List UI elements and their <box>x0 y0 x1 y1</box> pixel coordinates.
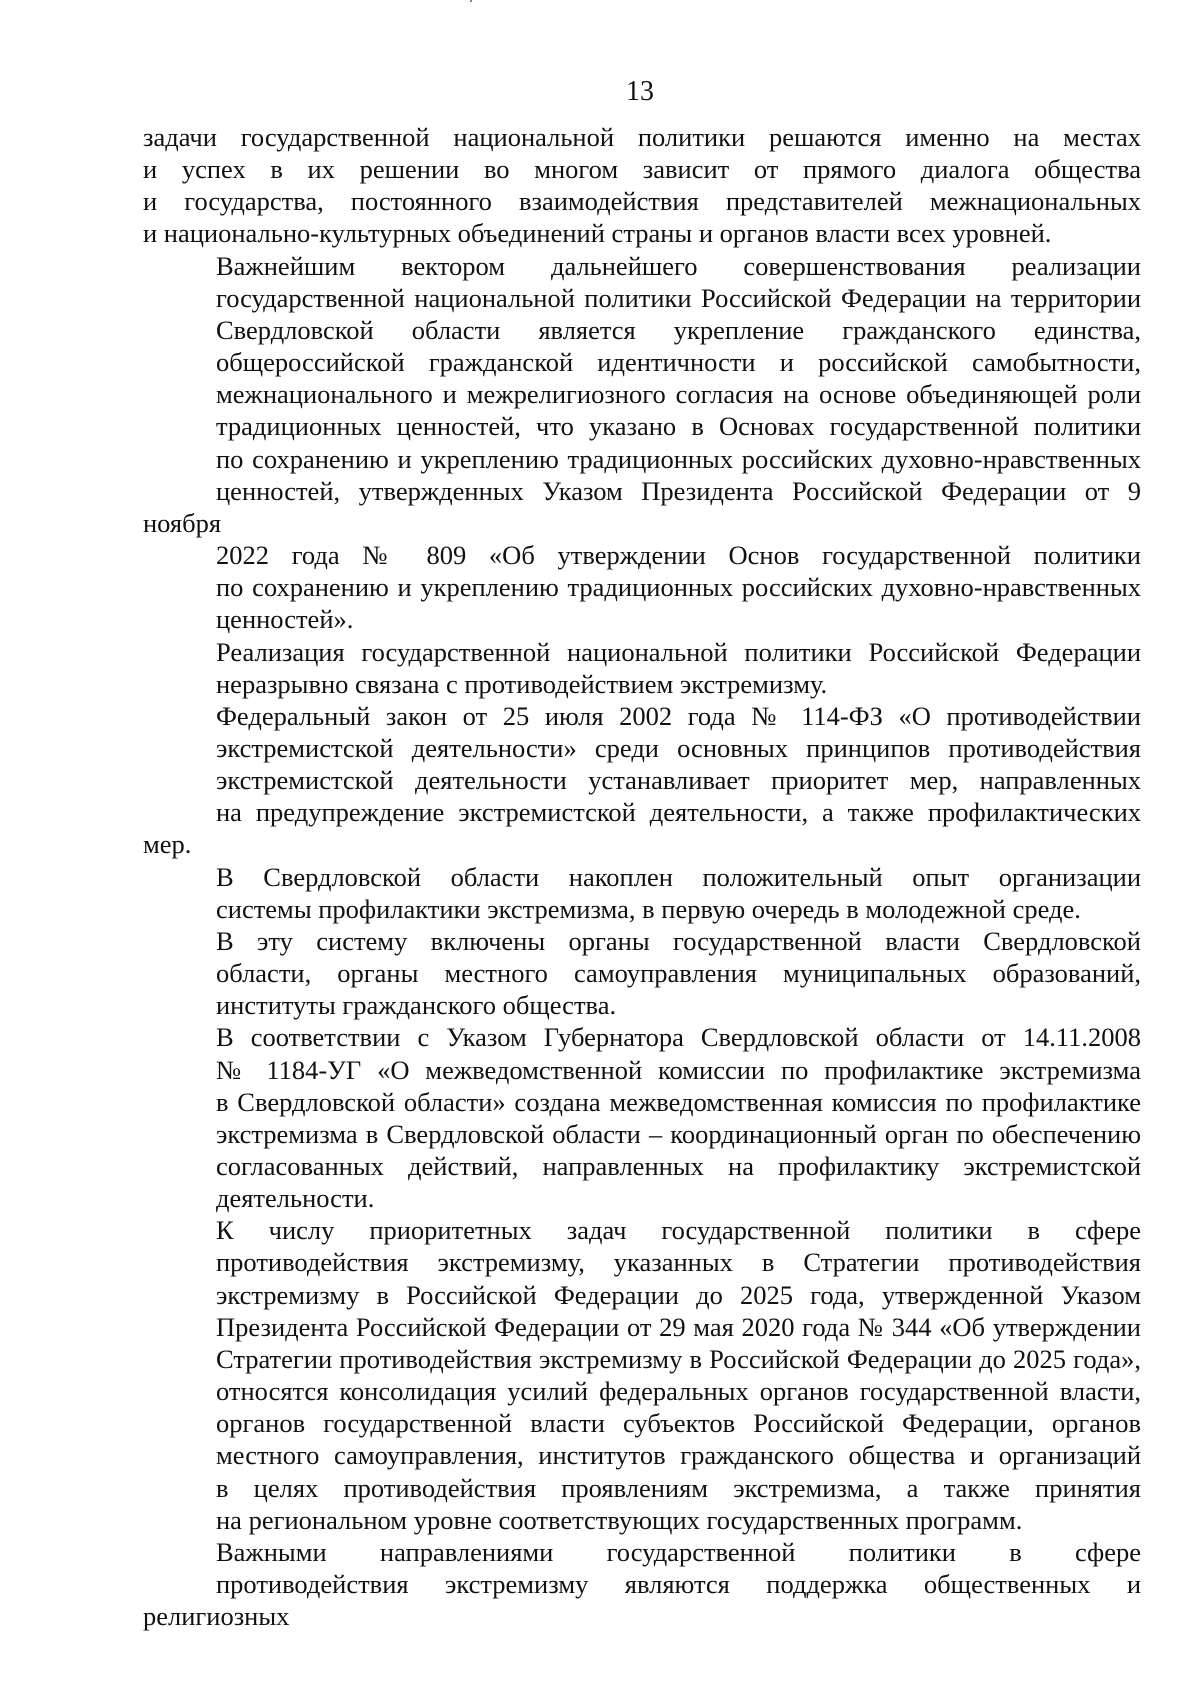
text-line: органов государственной власти субъектов Российской Федерации, органов <box>216 1408 1141 1439</box>
paragraph <box>143 636 1141 700</box>
text-line: экстремистской деятельности» среди основных принципов противодействия <box>216 732 1141 763</box>
text-line: государственной национальной политики Российской Федерации на территории <box>216 282 1141 313</box>
text-line: Федеральный закон от 25 июля 2002 года № 114-ФЗ «О противодействии <box>216 700 1141 731</box>
text-line: № 1184-УГ «О межведомственной комиссии по профилактике экстремизма <box>216 1054 1141 1085</box>
text-line: В соответствии с Указом Губернатора Свердловской области от 14.11.2008 <box>216 1022 1141 1053</box>
document-body <box>143 121 1141 1632</box>
text-line: на предупреждение экстремистской деятельности, а также профилактических мер. <box>143 797 1141 860</box>
text-line: местного самоуправления, институтов гражданского общества и организаций <box>216 1440 1141 1471</box>
text-line: экстремистской деятельности устанавливает приоритет мер, направленных <box>216 765 1141 796</box>
text-line: и успех в их решении во многом зависит от прямого диалога общества <box>143 154 1141 185</box>
text-line: задачи государственной национальной политики решаются именно на местах <box>143 122 1141 152</box>
text-line: В Свердловской области накоплен положительный опыт организации <box>216 861 1141 892</box>
text-line: К числу приоритетных задач государственной политики в сфере <box>216 1215 1141 1246</box>
text-line: Стратегии противодействия экстремизму в Российской Федерации до 2025 года», <box>216 1343 1141 1374</box>
paragraph <box>143 1021 1141 1214</box>
paragraph <box>143 861 1141 925</box>
text-line: и национально-культурных объединений страны и органов власти всех уровней. <box>143 218 1052 249</box>
text-line: по сохранению и укреплению традиционных российских духовно-нравственных <box>216 572 1141 603</box>
text-line: противодействия экстремизму, указанных в Стратегии противодействия <box>216 1247 1141 1278</box>
text-line: и государства, постоянного взаимодействия представителей межнациональных <box>143 186 1141 217</box>
text-line: относятся консолидация усилий федеральных органов государственной власти, <box>216 1376 1141 1407</box>
paragraph <box>143 700 1141 861</box>
text-line: экстремизма в Свердловской области – координационный орган по обеспечению <box>216 1118 1141 1149</box>
paragraph <box>143 925 1141 1021</box>
text-line: деятельности. <box>216 1183 375 1214</box>
text-line: Свердловской области является укрепление гражданского единства, <box>216 314 1141 345</box>
text-line: межнационального и межрелигиозного согласия на основе объединяющей роли <box>216 379 1141 410</box>
text-line: противодействия экстремизму являются поддержка общественных и религиозных <box>143 1569 1141 1632</box>
text-line: ценностей, утвержденных Указом Президента Российской Федерации от 9 ноября <box>143 475 1141 538</box>
text-line: традиционных ценностей, что указано в Основах государственной политики <box>216 411 1141 442</box>
text-line: институты гражданского общества. <box>216 990 617 1021</box>
text-line: области, органы местного самоуправления муниципальных образований, <box>216 958 1141 989</box>
paragraph <box>143 1536 1141 1632</box>
text-line: согласованных действий, направленных на профилактику экстремистской <box>216 1151 1141 1181</box>
paragraph <box>143 121 1141 250</box>
text-line: общероссийской гражданской идентичности и российской самобытности, <box>216 347 1141 378</box>
text-line: Важнейшим вектором дальнейшего совершенствования реализации <box>216 250 1141 281</box>
paragraph <box>143 1214 1141 1536</box>
text-line: экстремизму в Российской Федерации до 2025 года, утвержденной Указом <box>216 1279 1141 1310</box>
page-number: 13 <box>626 76 654 107</box>
text-line: 2022 года № 809 «Об утверждении Основ государственной политики <box>216 540 1141 571</box>
text-line: В эту систему включены органы государственной власти Свердловской <box>216 925 1141 956</box>
text-line: на региональном уровне соответствующих государственных программ. <box>216 1504 1023 1535</box>
scan-artifact-dot <box>470 0 472 2</box>
text-line: Реализация государственной национальной политики Российской Федерации <box>216 636 1141 667</box>
text-line: системы профилактики экстремизма, в первую очередь в молодежной среде. <box>216 893 1081 924</box>
text-line: в целях противодействия проявлениям экстремизма, а также принятия <box>216 1472 1141 1503</box>
text-line: ценностей». <box>216 604 354 635</box>
text-line: неразрывно связана с противодействием экстремизму. <box>216 668 828 699</box>
text-line: Важными направлениями государственной политики в сфере <box>216 1536 1141 1567</box>
paragraph <box>143 250 1141 636</box>
text-line: по сохранению и укреплению традиционных российских духовно-нравственных <box>216 443 1141 474</box>
text-line: в Свердловской области» создана межведомственная комиссия по профилактике <box>216 1086 1141 1117</box>
text-line: Президента Российской Федерации от 29 мая 2020 года № 344 «Об утверждении <box>216 1311 1141 1342</box>
